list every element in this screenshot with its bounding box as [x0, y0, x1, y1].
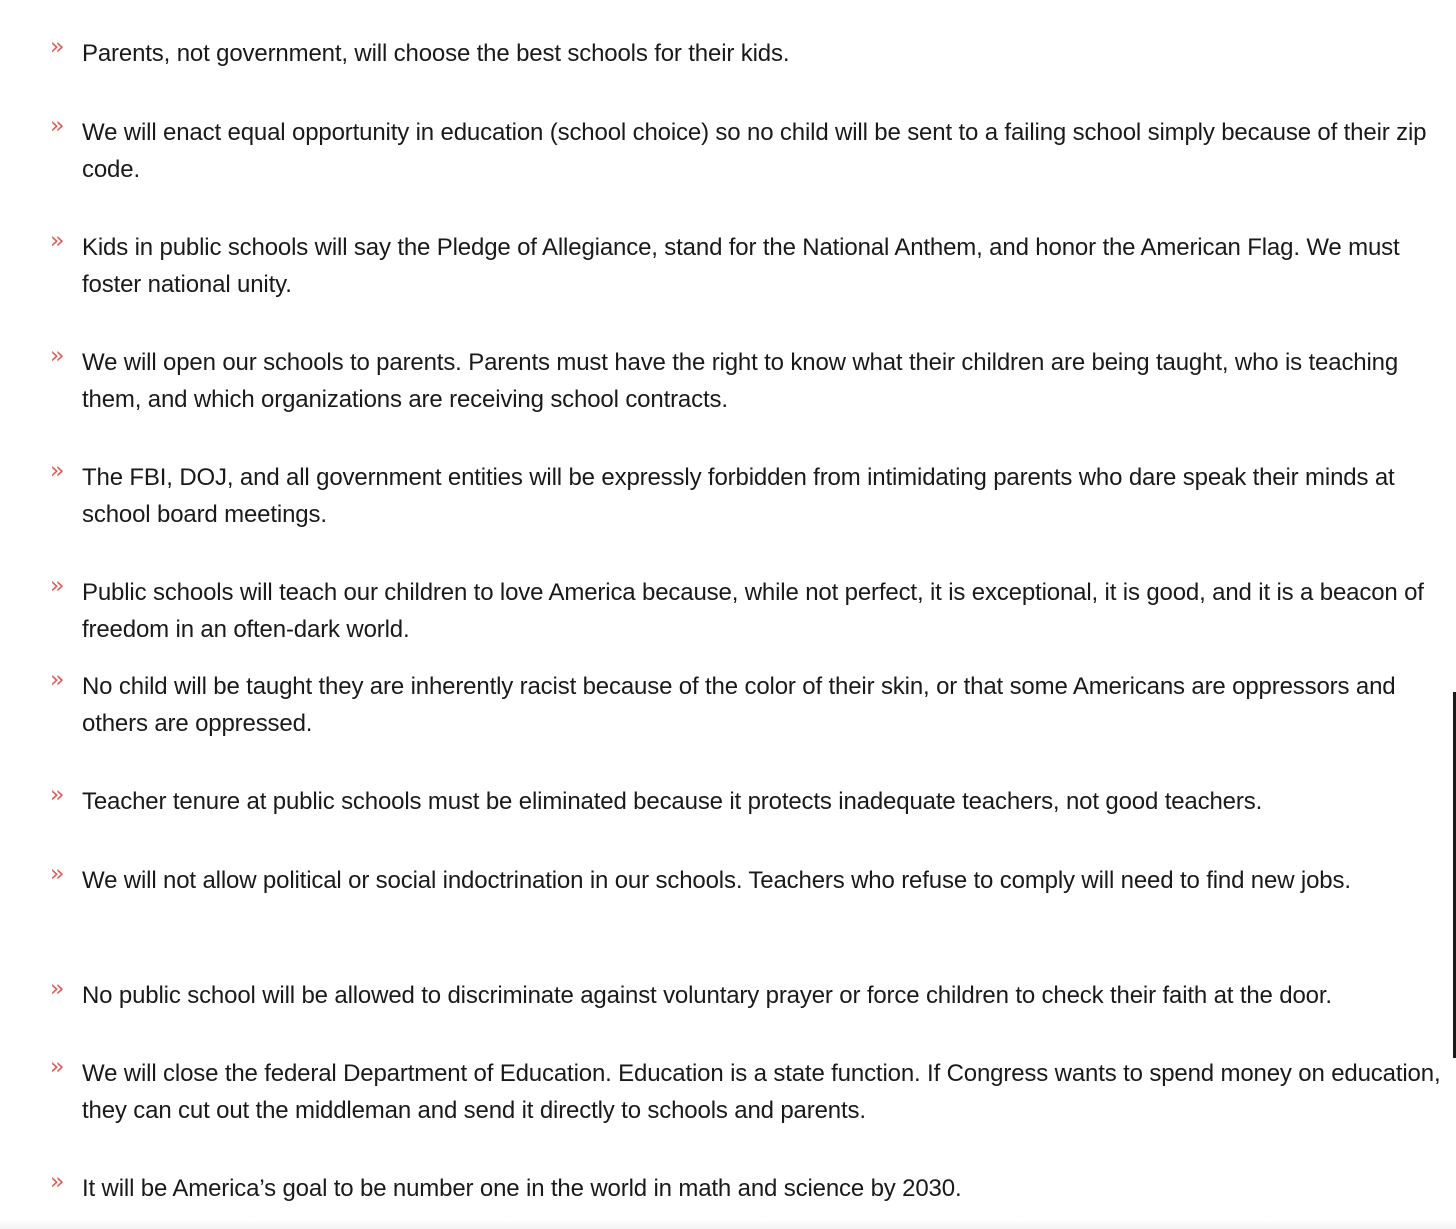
list-item-text: No public school will be allowed to discriminate against voluntary prayer or force children to check their faith at the door. [82, 982, 1332, 1009]
list-item-text: Public schools will teach our children to love America because, while not perfect, it is exceptional, it is good, and it is a beacon of freedom in an often-dark world. [82, 579, 1424, 643]
double-chevron-right-icon: ›› [50, 113, 61, 139]
double-chevron-right-icon: ›› [50, 1054, 61, 1080]
double-chevron-right-icon: ›› [50, 782, 61, 808]
list-item-text: The FBI, DOJ, and all government entities will be expressly forbidden from intimidating parents who dare speak their minds at school board meetings. [82, 464, 1395, 528]
double-chevron-right-icon: ›› [50, 34, 61, 60]
bottom-edge [0, 1219, 1456, 1229]
double-chevron-right-icon: ›› [50, 573, 61, 599]
double-chevron-right-icon: ›› [50, 976, 61, 1002]
double-chevron-right-icon: ›› [50, 228, 61, 254]
list-item-text: Teacher tenure at public schools must be eliminated because it protects inadequate teachers, not good teachers. [82, 788, 1263, 815]
list-item-text: We will enact equal opportunity in education (school choice) so no child will be sent to a failing school simply because of their zip code. [82, 119, 1427, 183]
double-chevron-right-icon: ›› [50, 861, 61, 887]
list-item-text: Parents, not government, will choose the best schools for their kids. [82, 40, 790, 67]
list-item-text: We will open our schools to parents. Parents must have the right to know what their children are being taught, who is teaching them, and which organizations are receiving school contracts. [82, 349, 1399, 413]
list-item-text: It will be America’s goal to be number one in the world in math and science by 2030. [82, 1175, 962, 1202]
double-chevron-right-icon: ›› [50, 1169, 61, 1195]
double-chevron-right-icon: ›› [50, 343, 61, 369]
list-item-text: No child will be taught they are inherently racist because of the color of their skin, or that some Americans are oppressors and others are oppressed. [82, 673, 1396, 737]
list-item-text: Kids in public schools will say the Pledge of Allegiance, stand for the National Anthem, and honor the American Flag. We must foster national unity. [82, 234, 1400, 298]
double-chevron-right-icon: ›› [50, 458, 61, 484]
list-item-text: We will close the federal Department of Education. Education is a state function. If Congress wants to spend money on education, they can cut out the middleman and send it directly to schools and parents. [82, 1060, 1441, 1124]
double-chevron-right-icon: ›› [50, 667, 61, 693]
list-item-text: We will not allow political or social indoctrination in our schools. Teachers who refuse to comply will need to find new jobs. [82, 867, 1351, 894]
